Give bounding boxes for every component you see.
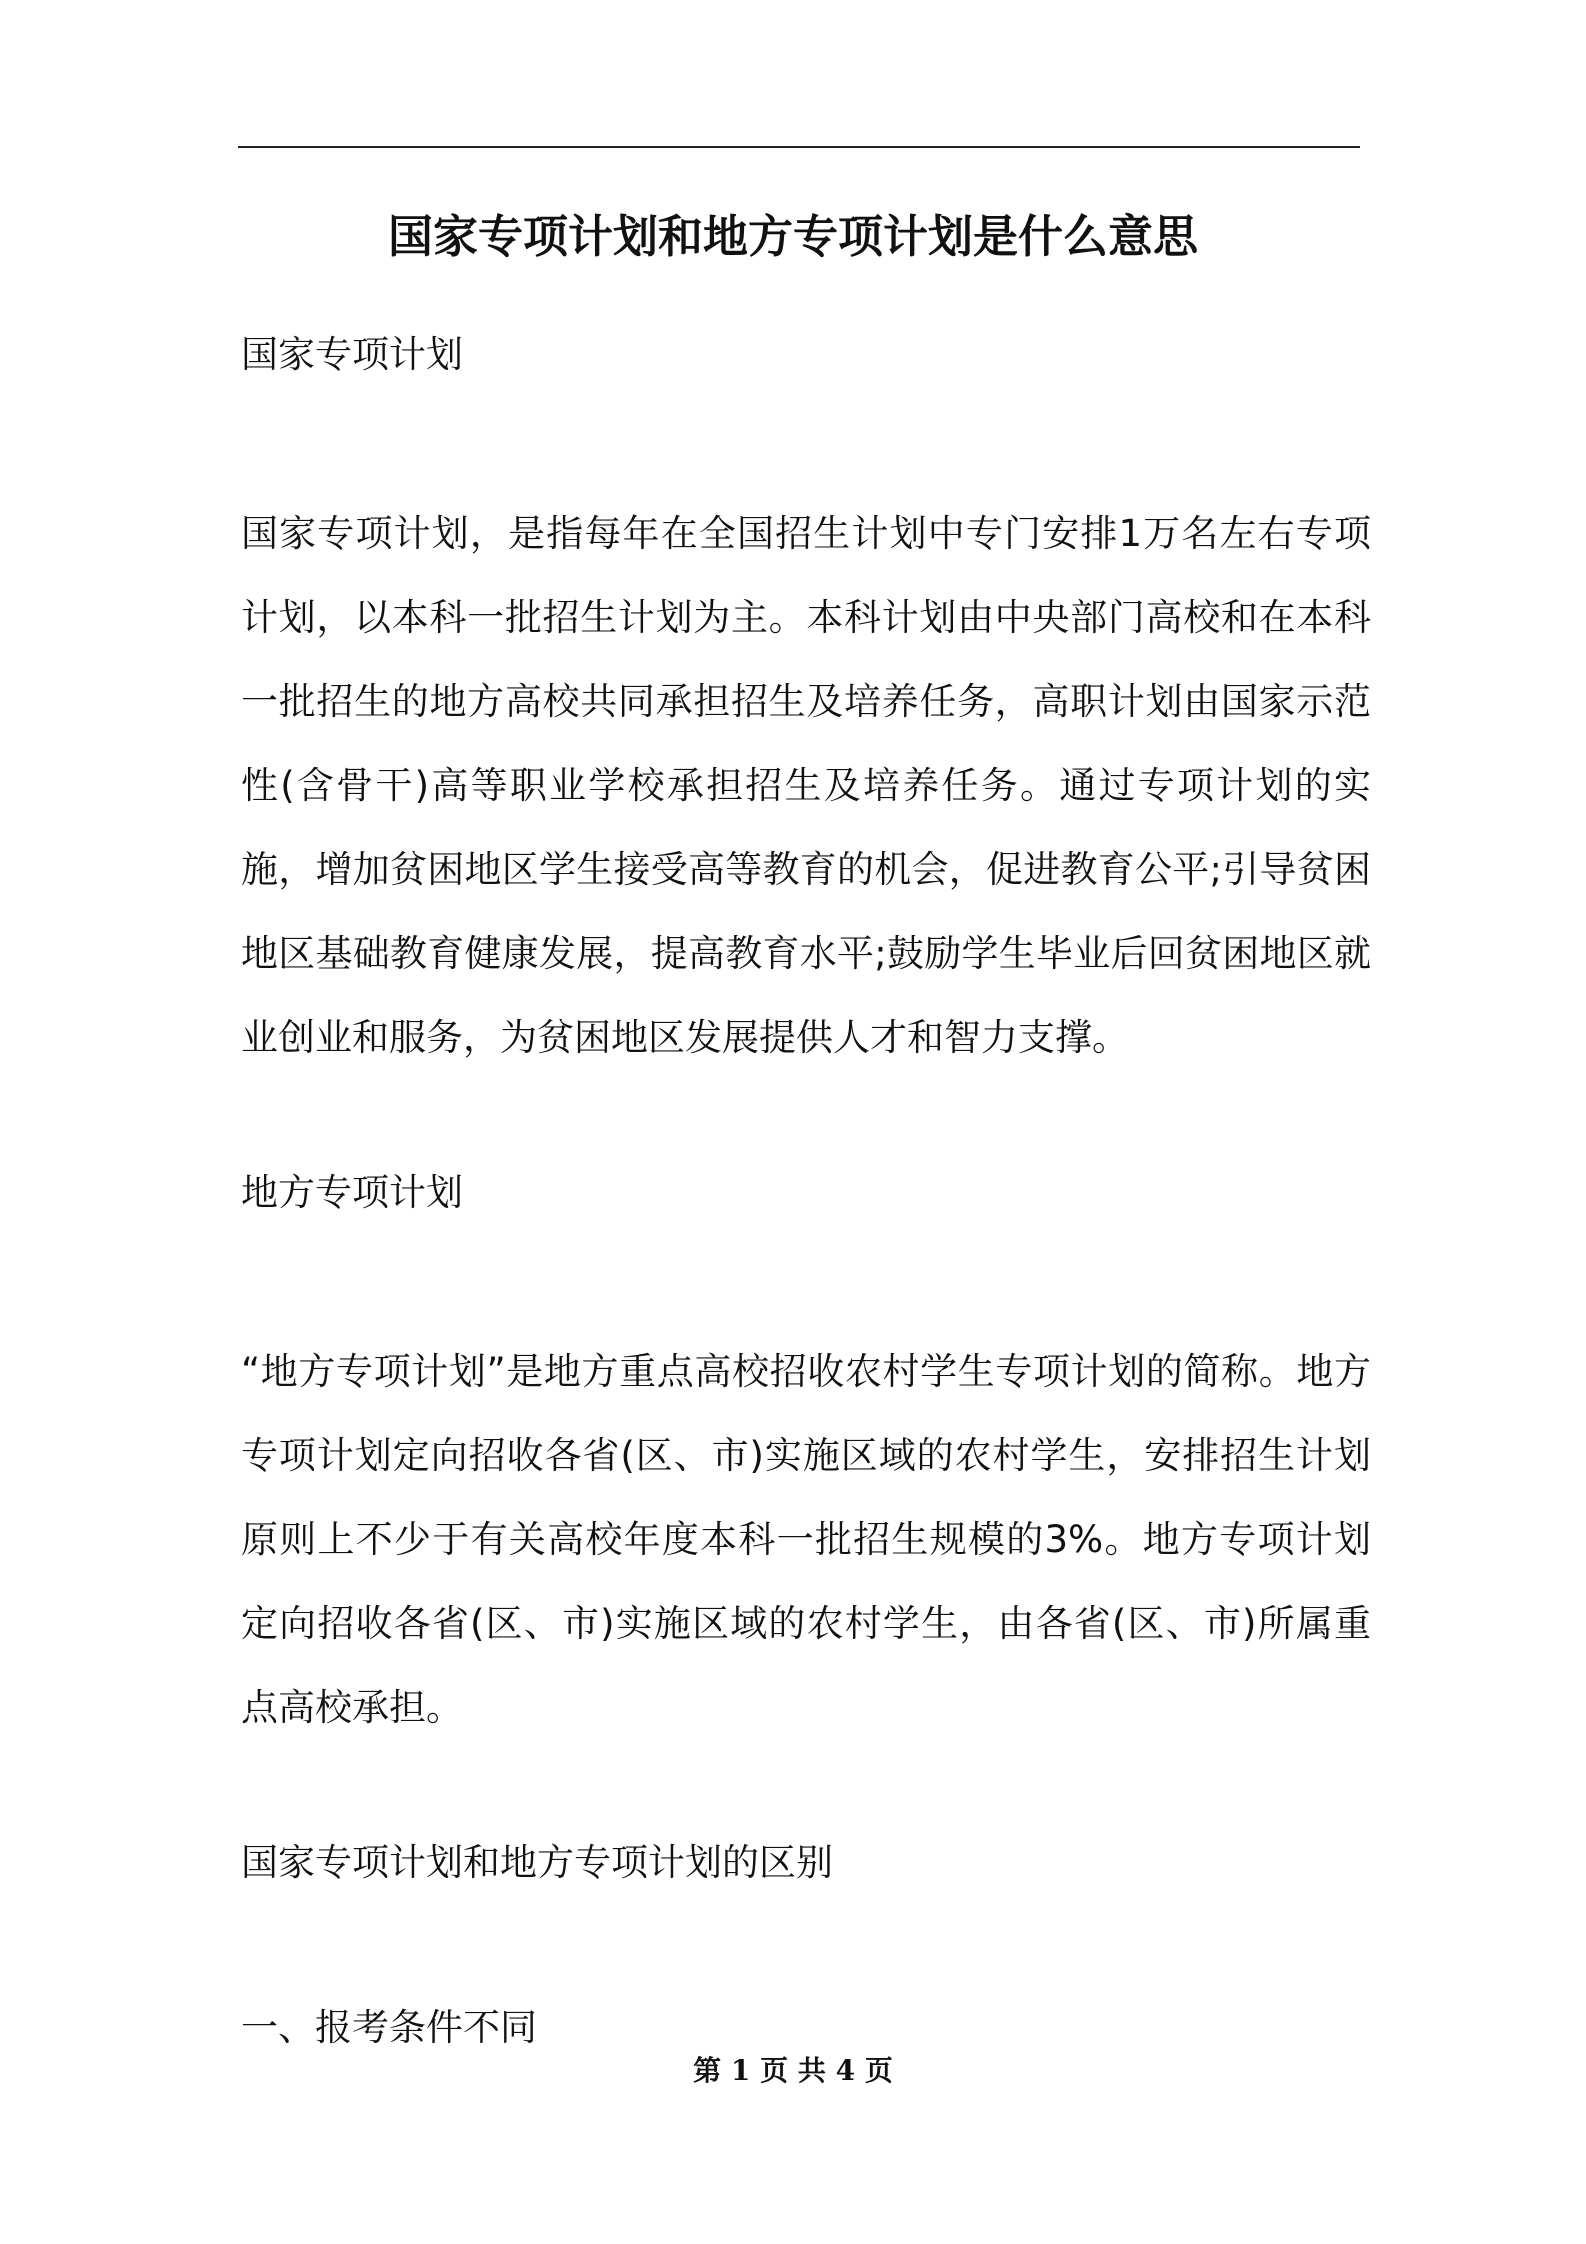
- document-title: 国家专项计划和地方专项计划是什么意思: [387, 210, 1198, 263]
- paragraph-national: 国家专项计划，是指每年在全国招生计划中专门安排1万名左右专项计划，以本科一批招生计划为主。本科计划由中央部门高校和在本科一批招生的地方高校共同承担招生及培养任务，高职计划由国家示范性(含骨干)高等职业学校承担招生及培养任务。通过专项计划的实施，增加贫困地区学生接受高等教育的机会，促进教育公平;引导贫困地区基础教育健康发展，提高教育水平;鼓励学生毕业后回贫困地区就业创业和服务，为贫困地区发展提供人才和智力支撑。: [241, 512, 1371, 1059]
- section-heading-difference: 国家专项计划和地方专项计划的区别: [241, 1841, 833, 1884]
- subsection-heading-conditions: 一、报考条件不同: [241, 2006, 537, 2049]
- document-body: [241, 325, 1371, 2058]
- page-number-footer: 第 1 页 共 4 页: [693, 2054, 893, 2087]
- section-heading-local: 地方专项计划: [241, 1171, 463, 1214]
- paragraph-local: “地方专项计划”是地方重点高校招收农村学生专项计划的简称。地方专项计划定向招收各省(区、市)实施区域的农村学生，安排招生计划原则上不少于有关高校年度本科一批招生规模的3%。地方专项计划定向招收各省(区、市)实施区域的农村学生，由各省(区、市)所属重点高校承担。: [241, 1350, 1371, 1729]
- section-heading-national: 国家专项计划: [241, 333, 463, 376]
- header-rule: [238, 146, 1360, 148]
